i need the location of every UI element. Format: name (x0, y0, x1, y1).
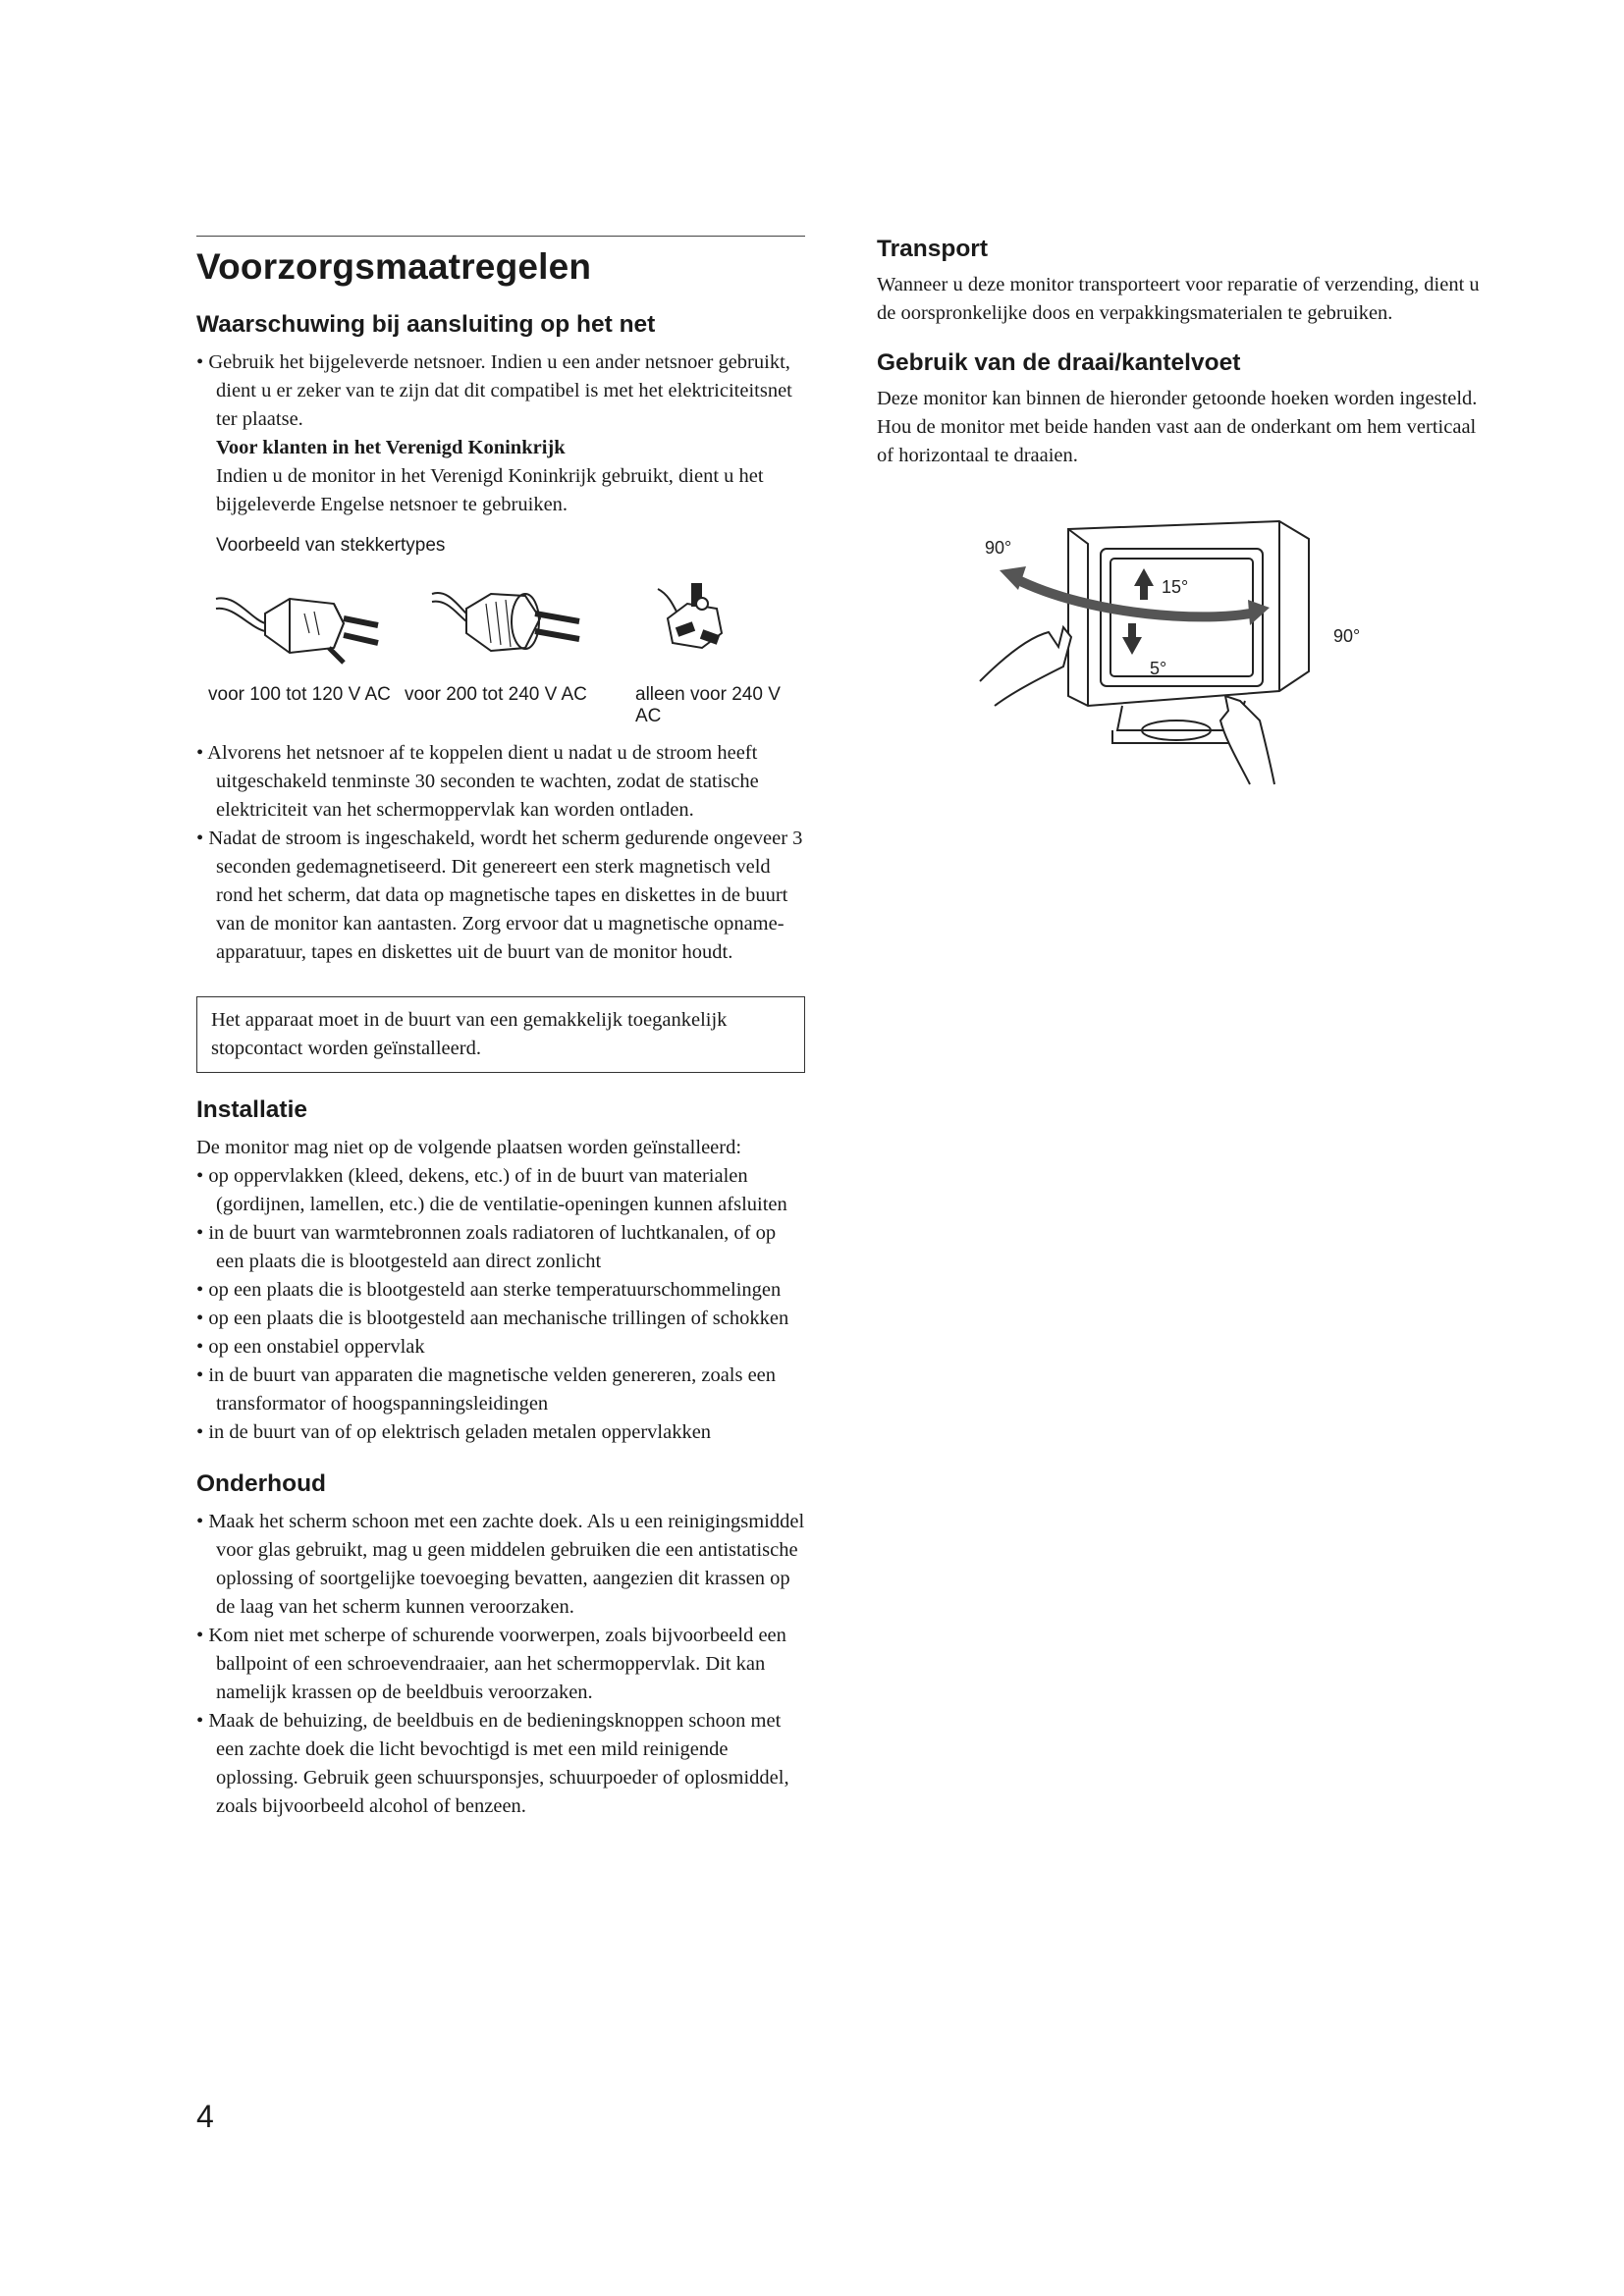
maintenance-heading: Onderhoud (196, 1470, 327, 1497)
plug-label-us: voor 100 tot 120 V AC (208, 684, 391, 705)
warning-bullet-3: • Nadat de stroom is ingeschakeld, wordt het scherm gedurende ongeveer 3 seconden gedemagnetiseerd. Dit genereert een sterk magnetisch veld rond het scherm, dat data op magnetische tapes en diskettes in de buurt van de monitor kan aantasten. Zorg ervoor dat u magnetische opname-apparatuur, tapes en diskettes uit de buurt van de monitor houdt. (196, 825, 805, 967)
installation-item: • in de buurt van apparaten die magnetische velden genereren, zoals een transformator of hoogspanningsleidingen (196, 1362, 805, 1418)
monitor-swivel-illustration (975, 509, 1407, 804)
left-column (196, 236, 805, 1821)
plug-caption: Voorbeeld van stekkertypes (216, 535, 446, 556)
angle-up-label: 15° (1162, 577, 1189, 597)
plug-label-eu: voor 200 tot 240 V AC (405, 684, 587, 705)
plug-labels (196, 684, 805, 726)
angle-left-label: 90° (985, 538, 1012, 558)
warning-bullet-1: • Gebruik het bijgeleverde netsnoer. Indien u een ander netsnoer gebruikt, dient u er zeker van te zijn dat dit compatibel is met het elektriciteitsnet ter plaatse. (196, 348, 805, 434)
installation-heading: Installatie (196, 1096, 308, 1123)
angle-right-label: 90° (1333, 626, 1361, 646)
plug-uk-icon (658, 584, 722, 648)
stand-text: Deze monitor kan binnen de hieronder getoonde hoeken worden ingesteld. Hou de monitor met beide handen vast aan de onderkant om hem verticaal of horizontaal te draaien. (877, 388, 1478, 466)
warning-bullet-2: • Alvorens het netsnoer af te koppelen dient u nadat u de stroom heeft uitgeschakeld tenminste 30 seconden te wachten, zodat de statische elektriciteit van het schermoppervlak kan worden ontladen. (196, 739, 805, 825)
right-column (877, 236, 1486, 804)
maintenance-item: • Maak de behuizing, de beeldbuis en de bedieningsknoppen schoon met een zachte doek die licht bevochtigd is met een mild reinigende oplossing. Gebruik geen schuursponsjes, schuurpoeder of oplosmiddel, zoals bijvoorbeeld alcohol of benzeen. (196, 1707, 805, 1821)
uk-text: Indien u de monitor in het Verenigd Koninkrijk gebruikt, dient u het bijgeleverde Engelse netsnoer te gebruiken. (216, 465, 764, 515)
plug-illustrations (196, 564, 805, 682)
transport-text: Wanneer u deze monitor transporteert voor reparatie of verzending, dient u de oorspronkelijke doos en verpakkingsmaterialen te gebruiken. (877, 274, 1480, 324)
plug-us-icon (216, 598, 378, 663)
installation-item: • op een plaats die is blootgesteld aan sterke temperatuurschommelingen (196, 1276, 805, 1305)
installation-item: • in de buurt van of op elektrisch geladen metalen oppervlakken (196, 1418, 805, 1447)
maintenance-item: • Maak het scherm schoon met een zachte doek. Als u een reinigingsmiddel voor glas gebruikt, mag u geen middelen gebruiken die een antistatische oplossing of soortgelijke toevoeging bevatten, aangezien dit krassen op de laag van het scherm kunnen veroorzaken. (196, 1508, 805, 1622)
installation-item: • op een onstabiel oppervlak (196, 1333, 805, 1362)
left-hand-icon (980, 627, 1071, 706)
installation-intro: De monitor mag niet op de volgende plaatsen worden geïnstalleerd: (196, 1137, 742, 1158)
monitor-icon (1068, 521, 1309, 743)
transport-heading: Transport (877, 236, 988, 262)
page-title: Voorzorgsmaatregelen (196, 246, 592, 287)
uk-heading: Voor klanten in het Verenigd Koninkrijk (216, 437, 566, 458)
warning-heading: Waarschuwing bij aansluiting op het net (196, 311, 656, 338)
plug-label-uk: alleen voor 240 V AC (635, 684, 781, 726)
maintenance-item: • Kom niet met scherpe of schurende voorwerpen, zoals bijvoorbeeld een ballpoint of een schroevendraaier, aan het schermoppervlak. Dit kan namelijk krassen op de beeldbuis veroorzaken. (196, 1622, 805, 1707)
installation-item: • op een plaats die is blootgesteld aan mechanische trillingen of schokken (196, 1305, 805, 1333)
installation-item: • in de buurt van warmtebronnen zoals radiatoren of luchtkanalen, of op een plaats die is blootgesteld aan direct zonlicht (196, 1219, 805, 1276)
page-number: 4 (196, 2099, 214, 2134)
stand-heading: Gebruik van de draai/kantelvoet (877, 349, 1241, 376)
title-rule (196, 236, 805, 237)
angle-down-label: 5° (1150, 659, 1167, 678)
notice-box: Het apparaat moet in de buurt van een gemakkelijk toegankelijk stopcontact worden geïnstalleerd. (196, 996, 805, 1073)
plug-eu-icon (432, 593, 579, 651)
installation-item: • op oppervlakken (kleed, dekens, etc.) of in de buurt van materialen (gordijnen, lamellen, etc.) die de ventilatie-openingen kunnen afsluiten (196, 1162, 805, 1219)
right-hand-icon (1220, 696, 1274, 784)
